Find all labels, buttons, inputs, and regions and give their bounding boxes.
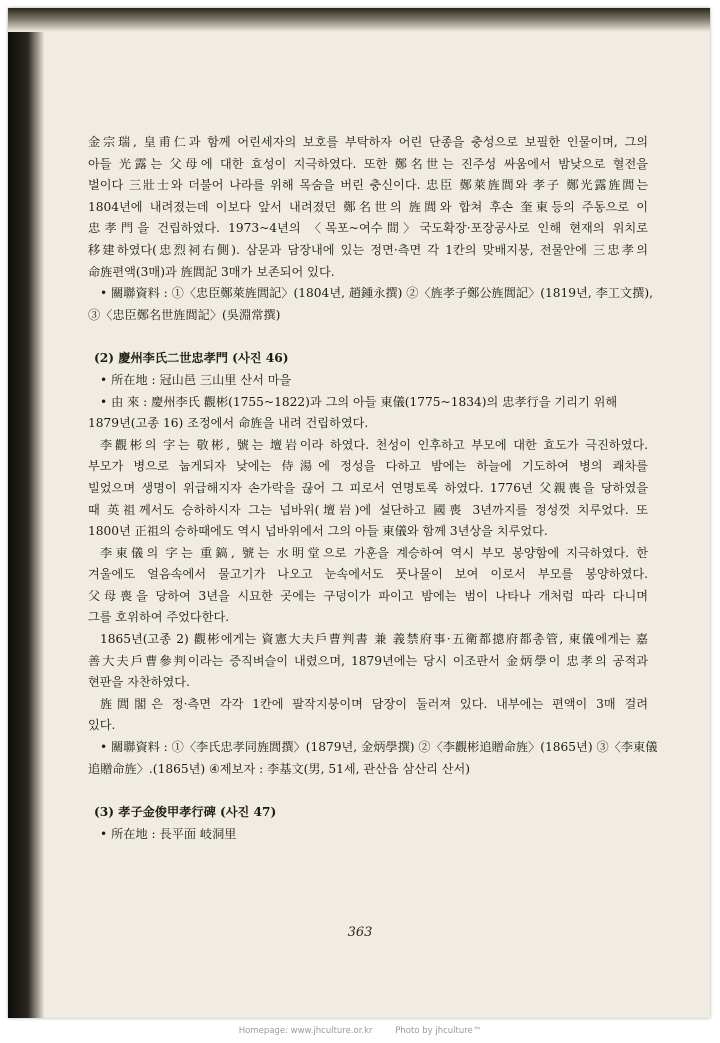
text-line: 때 英祖께서도 승하하시자 그는 넙바위(壇岩)에 설단하고 國喪 3년까지를 정성껏 치루었다. 또 xyxy=(88,502,648,517)
text-line: 父母喪을 당하여 3년을 시묘한 곳에는 구덩이가 파이고 밤에는 범이 나타나 개처럼 따라 다니며 xyxy=(88,588,648,603)
homepage-credit: Homepage: www.jhculture.or.kr xyxy=(238,1026,373,1036)
text-line: 빌었으며 생명이 위급해지자 손가락을 끊어 그 피로서 연명토록 하였다. 1776년 父親喪을 당하였을 xyxy=(88,480,648,495)
text-line: 아들 光露는 父母에 대한 효성이 지극하였다. 또한 鄭名世는 진주성 싸움에서 밤낮으로 혈전을 xyxy=(88,156,648,171)
spacer xyxy=(88,326,648,336)
text-line: • 關聯資料 : ①〈忠臣鄭萊旌閭記〉(1804년, 趙鍾永撰) ②〈旌孝子鄭公旌閭記〉(1819년, 李工文撰), xyxy=(100,286,653,301)
page-number: 363 xyxy=(347,925,373,940)
text-line: • 關聯資料 : ①〈李氏忠孝同旌閭撰〉(1879년, 金炳學撰) ②〈李觀彬追贈命旌〉(1865년) ③〈李東儀 xyxy=(100,740,658,755)
text-line: 그를 호위하여 주었다한다. xyxy=(88,610,230,625)
text-line: 있다. xyxy=(88,718,116,733)
footer-credits xyxy=(0,1026,720,1036)
text-line: 命旌편액(3매)과 旌閭記 3매가 보존되어 있다. xyxy=(88,264,335,279)
text-line: 1879년(고종 16) 조정에서 命旌을 내려 건립하였다. xyxy=(88,416,369,431)
text-line: 벌이다 三壯士와 더불어 나라를 위해 목숨을 버린 충신이다. 忠臣 鄭萊旌閭와 孝子 鄭光露旌閭는 xyxy=(88,178,648,193)
photo-credit: Photo by jhculture™ xyxy=(395,1026,482,1036)
binding-shadow xyxy=(8,8,44,1018)
text-line: 李觀彬의 字는 敬彬, 號는 壇岩이라 하였다. 천성이 인후하고 부모에 대한 효도가 극진하였다. xyxy=(100,437,648,452)
text-line: 忠孝門을 건립하였다. 1973~4년의 〈목포~여수間〉국도확장·포장공사로 인해 현재의 위치로 xyxy=(88,221,648,236)
text-line: • 所在地 : 冠山邑 三山里 산서 마을 xyxy=(100,372,292,387)
section-heading: (3) 孝子金俊甲孝行碑 (사진 47) xyxy=(94,805,277,820)
text-line: • 所在地 : 長平面 岐洞里 xyxy=(100,826,237,841)
text-line: 移建하였다(忠烈祠右側). 삼문과 담장내에 있는 정면·측면 각 1칸의 맞배지붕, 전물안에 三忠孝의 xyxy=(88,242,648,257)
text-line: 1804년에 내려졌는데 이보다 앞서 내려졌던 鄭名世의 旌閭와 합쳐 후손 奎東등의 주동으로 이 xyxy=(88,199,648,214)
text-line: 부모가 병으로 눕게되자 낮에는 侍湯에 정성을 다하고 밤에는 하늘에 기도하여 병의 쾌차를 xyxy=(88,459,648,474)
text-line: 현판을 자찬하였다. xyxy=(88,675,190,690)
page-text-body xyxy=(88,132,658,845)
text-line: 1865년(고종 2) 觀彬에게는 資憲大夫戶曹判書 兼 義禁府事·五衛都摠府都총管, 東儀에게는 嘉 xyxy=(100,632,648,647)
text-line: ③〈忠臣鄭名世旌閭記〉(吳淵常撰) xyxy=(88,307,281,322)
top-shadow xyxy=(8,8,710,32)
text-line: 善大夫戶曹參判이라는 증직벼슬이 내렸으며, 1879년에는 당시 이조판서 金炳學이 忠孝의 공적과 xyxy=(88,653,648,668)
text-line: 겨울에도 얼음속에서 물고기가 나오고 눈속에서도 풋나물이 보여 이로서 부모를 봉양하였다. xyxy=(88,567,648,582)
spacer xyxy=(88,780,648,790)
text-line: 金宗瑞, 皇甫仁과 함께 어린세자의 보호를 부탁하자 어린 단종을 충성으로 보필한 인물이며, 그의 xyxy=(88,135,648,149)
text-line: 追贈命旌〉.(1865년) ④제보자 : 李基文(男, 51세, 관산읍 삼산리 산서) xyxy=(88,761,471,776)
text-line: 李東儀의 字는 重鎬, 號는 水明堂으로 가훈을 계승하여 역시 부모 봉양함에 지극하였다. 한 xyxy=(100,545,648,560)
section-heading: (2) 慶州李氏二世忠孝門 (사진 46) xyxy=(94,351,289,366)
text-line: 1800년 正祖의 승하때에도 역시 넙바위에서 그의 아들 東儀와 함께 3년상을 치루었다. xyxy=(88,524,548,539)
text-line: 旌閭閣은 정·측면 각각 1칸에 팔작지붕이며 담장이 둘러져 있다. 내부에는 편액이 3매 걸려 xyxy=(100,696,648,711)
text-line: • 由 來 : 慶州李氏 觀彬(1755~1822)과 그의 아들 東儀(1775~1834)의 忠孝行을 기리기 위해 xyxy=(100,394,618,409)
scanned-page xyxy=(8,8,710,1018)
